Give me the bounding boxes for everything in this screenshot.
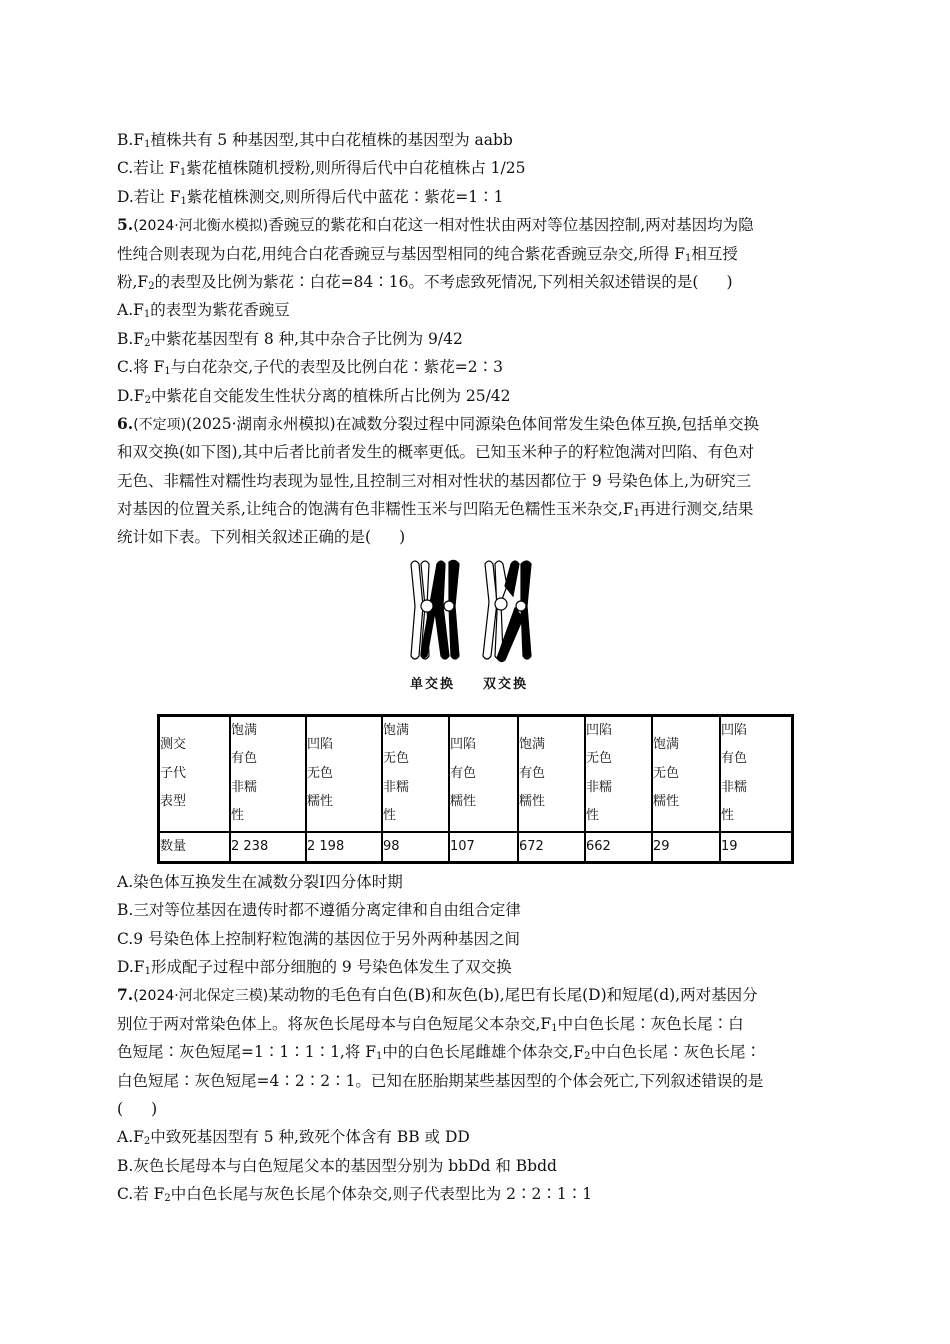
document-page (117, 126, 837, 1209)
q7-stem-line4: 白色短尾∶灰色短尾=4∶2∶2∶1。已知在胚胎期某些基因型的个体会死亡,下列叙述错误的是 (117, 1071, 764, 1090)
header-text-line: 无色 (586, 751, 613, 767)
header-text-line: 无色 (653, 765, 680, 781)
header-text-line: 非糯 (231, 779, 258, 795)
question-number: 5. (117, 215, 134, 235)
header-text-line: 性 (721, 808, 735, 824)
header-text-line: 子代 (160, 765, 187, 781)
double-crossover-chromosomes (483, 561, 531, 662)
q4-option-b: $B.F_1$植株共有 5 种基因型,其中白花植株的基因型为 aabb (117, 131, 513, 150)
q5-option-c: C.将 $F_1$与白花杂交,子代的表型及比例白花∶紫花=2∶3 (117, 358, 503, 378)
header-text-line: 表型 (160, 794, 187, 810)
header-text-line: 糯性 (307, 794, 334, 810)
testcross-table (157, 714, 794, 864)
header-text-line: 饱满 (231, 722, 258, 738)
question-number: 7. (117, 985, 134, 1005)
header-text-line: 性 (586, 808, 600, 824)
q5-stem-line2: 性纯合则表现为白花,用纯合白花香豌豆与基因型相同的纯合紫花香豌豆杂交,所得 $F_1$相互授 (117, 244, 738, 264)
header-text-line: 糯性 (519, 794, 546, 810)
q6-option-d: $D.F_1$形成配子过程中部分细胞的 9 号染色体发生了双交换 (117, 958, 512, 978)
header-text-line: 非糯 (586, 779, 613, 795)
header-text-line: 有色 (519, 765, 546, 781)
table-header-row (159, 715, 793, 832)
q7-stem-line1: 7.(2024·河北保定三模)某动物的毛色有白色(B)和灰色(b),尾巴有长尾(D)和短尾(d),两对基因分 (117, 985, 758, 1005)
q6-stem-line4: 对基因的位置关系,让纯合的饱满有色非糯性玉米与凹陷无色糯性玉米杂交$,F_1$再进行测交,结果 (117, 500, 754, 520)
q7-stem-line3: 色短尾∶灰色短尾=1∶1∶1∶1,将 $F_1$中的白色长尾雌雄个体杂交$,F_2$中白色长尾∶灰色长尾∶ (117, 1043, 761, 1063)
q7-option-c: C.若 $F_2$中白色长尾与灰色长尾个体杂交,则子代表型比为 2∶2∶1∶1 (117, 1185, 593, 1205)
table-header-cell (585, 715, 652, 832)
header-text-line: 无色 (307, 765, 334, 781)
header-text-line: 凹陷 (307, 737, 334, 753)
table-count-cell: 672 (518, 832, 585, 863)
chromosome-diagram (405, 556, 545, 668)
q6-option-b: B.三对等位基因在遗传时都不遵循分离定律和自由组合定律 (117, 901, 521, 920)
table-header-cell (652, 715, 720, 832)
question-type-tag: (不定项) (133, 416, 187, 433)
q6-option-c: C.9 号染色体上控制籽粒饱满的基因位于另外两种基因之间 (117, 929, 521, 948)
q5-option-d: $D.F_2$中紫花自交能发生性状分离的植株所占比例为 25/42 (117, 386, 511, 406)
crossover-figure (117, 556, 837, 706)
q6-option-a: A.染色体互换发生在减数分裂Ⅰ四分体时期 (117, 872, 403, 891)
header-text-line: 饱满 (653, 737, 680, 753)
q7-stem-line2: 别位于两对常染色体上。将灰色长尾母本与白色短尾父本杂交$,F_1$中白色长尾∶灰色长尾∶白 (117, 1014, 744, 1034)
header-text-line: 有色 (721, 751, 748, 767)
q7-stem-line5: ( ) (117, 1099, 158, 1118)
table-header-cell (230, 715, 306, 832)
header-text-line: 饱满 (383, 722, 410, 738)
table-count-cell: 107 (449, 832, 518, 863)
header-text-line: 性 (383, 808, 397, 824)
table-count-cell: 2 238 (230, 832, 306, 863)
table-count-cell: 2 198 (306, 832, 382, 863)
table-header-cell (382, 715, 449, 832)
question-number: 6. (117, 413, 134, 433)
q7-option-a: $A.F_2$中致死基因型有 5 种,致死个体含有 BB 或 DD (117, 1128, 470, 1148)
q5-stem-line3: 粉$,F_2$的表型及比例为紫花∶白花=84∶16。不考虑致死情况,下列相关叙述错误的是( ) (117, 272, 733, 292)
table-count-row (159, 832, 793, 863)
q5-stem-line1: 5.(2024·河北衡水模拟)香豌豆的紫花和白花这一相对性状由两对等位基因控制,两对基因均为隐 (117, 215, 754, 235)
table-count-label: 数量 (159, 832, 231, 863)
header-text-line: 饱满 (519, 737, 546, 753)
header-text-line: 测交 (160, 737, 187, 753)
table-count-cell: 29 (652, 832, 720, 863)
table-row-header (159, 715, 231, 832)
q6-stem-line3: 无色、非糯性对糯性均表现为显性,且控制三对相对性状的基因都位于 9 号染色体上,为研究三 (117, 471, 752, 490)
table-count-cell: 19 (720, 832, 793, 863)
single-crossover-chromosomes (411, 560, 459, 659)
header-text-line: 糯性 (653, 794, 680, 810)
source-tag: (2024·河北衡水模拟) (133, 218, 269, 235)
q5-option-a: $A.F_1$的表型为紫花香豌豆 (117, 301, 290, 321)
table-count-cell: 662 (585, 832, 652, 863)
header-text-line: 性 (231, 808, 245, 824)
header-text-line: 凹陷 (721, 722, 748, 738)
header-text-line: 凹陷 (450, 737, 477, 753)
header-text-line: 无色 (383, 751, 410, 767)
q4-option-d: D.若让 $F_1$紫花植株测交,则所得后代中蓝花∶紫花=1∶1 (117, 187, 504, 207)
header-text-line: 非糯 (383, 779, 410, 795)
source-tag: (2024·河北保定三模) (133, 988, 269, 1005)
single-crossover-label: 单交换 (410, 676, 456, 692)
header-text-line: 非糯 (721, 779, 748, 795)
q5-option-b: $B.F_2$中紫花基因型有 8 种,其中杂合子比例为 9/42 (117, 329, 463, 349)
q4-option-c: C.若让 $F_1$紫花植株随机授粉,则所得后代中白花植株占 1/25 (117, 159, 526, 179)
table-header-cell (518, 715, 585, 832)
header-text-line: 糯性 (450, 794, 477, 810)
table-header-cell (306, 715, 382, 832)
table-header-cell (449, 715, 518, 832)
q6-stem-line5: 统计如下表。下列相关叙述正确的是( ) (117, 528, 406, 547)
header-text-line: 凹陷 (586, 722, 613, 738)
header-text-line: 有色 (231, 751, 258, 767)
q6-stem-line2: 和双交换(如下图),其中后者比前者发生的概率更低。已知玉米种子的籽粒饱满对凹陷、有色对 (117, 443, 755, 462)
table-header-cell (720, 715, 793, 832)
table-count-cell: 98 (382, 832, 449, 863)
header-text-line: 有色 (450, 765, 477, 781)
q7-option-b: B.灰色长尾母本与白色短尾父本的基因型分别为 bbDd 和 Bbdd (117, 1156, 557, 1175)
q6-stem-line1: 6.(不定项)(2025·湖南永州模拟)在减数分裂过程中同源染色体间常发生染色体互换,包括单交换 (117, 413, 760, 433)
double-crossover-label: 双交换 (483, 676, 529, 692)
